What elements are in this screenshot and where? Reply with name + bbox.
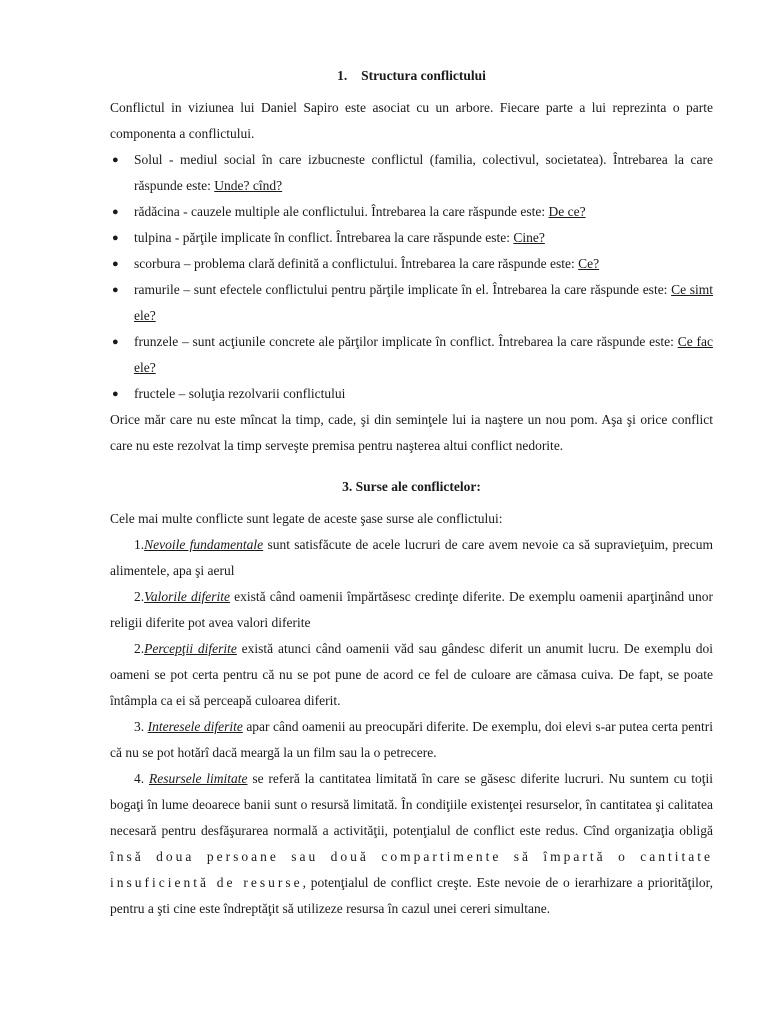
list-item: ● rădăcina - cauzele multiple ale conflictului. Întrebarea la care răspunde este: De ce? xyxy=(110,199,713,225)
list-item: ● fructele – soluţia rezolvarii conflictului xyxy=(110,381,713,407)
bullet-icon: ● xyxy=(112,388,119,400)
bullet-icon: ● xyxy=(112,336,119,348)
question-answer: Cine? xyxy=(513,230,545,245)
bullet-icon: ● xyxy=(112,154,119,166)
section-1-intro: Conflictul in viziunea lui Daniel Sapiro este asociat cu un arbore. Fiecare parte a lui reprezinta o parte componenta a conflictului. xyxy=(110,100,713,141)
question-answer: Ce? xyxy=(578,256,600,271)
section-3-heading: 3. Surse ale conflictelor: xyxy=(342,479,481,494)
source-term: Valorile diferite xyxy=(144,589,231,604)
source-term: Resursele limitate xyxy=(148,771,248,786)
section-1-number: 1. xyxy=(337,68,348,83)
list-item: ● tulpina - părţile implicate în conflict. Întrebarea la care răspunde este: Cine? xyxy=(110,225,713,251)
section-1-conclusion: Orice măr care nu este mîncat la timp, cade, şi din seminţele lui ia naştere un nou pom. Aşa şi orice conflict care nu este rezolvat la timp serveşte premisa pentru naşterea altui conflict nedorite. xyxy=(110,412,713,453)
bullet-icon: ● xyxy=(112,206,119,218)
section-3-intro: Cele mai multe conflicte sunt legate de aceste şase surse ale conflictului: xyxy=(110,511,503,526)
source-term: Percepţii diferite xyxy=(144,641,237,656)
list-item: ● frunzele – sunt acţiunile concrete ale părţilor implicate în conflict. Întrebarea la care răspunde este: Ce fac ele? xyxy=(110,329,713,381)
section-1-title: Structura conflictului xyxy=(361,68,486,83)
question-answer: Ce simt ele? xyxy=(134,282,713,323)
source-resources: 4. Resursele limitate se referă la cantitatea limitată în care se găsesc diferite lucruri. Nu suntem cu toţii bogaţi în lume deoarece banii sunt o resursă limitată. În condiţiile existenţei resurselor, în cantitatea şi calitatea necesară pentru desfăşurarea normală a activităţii, potenţialul de conflict este redus. Cînd organizaţia obligă însă doua persoane sau două compartimente să împartă o cantitate insuficientă de resurse, potenţialul de conflict creşte. Este nevoie de o ierarhizare a priorităţilor, pentru a şti cine este îndreptăţit să utilizeze resursa în cazul unei cereri simultane. xyxy=(110,771,714,916)
question-answer: Unde? cînd? xyxy=(214,178,283,193)
document-page xyxy=(110,66,713,922)
tree-parts-list xyxy=(110,147,713,407)
section-1-heading xyxy=(110,66,713,86)
bullet-icon: ● xyxy=(112,258,119,270)
bullet-icon: ● xyxy=(112,232,119,244)
source-values: 2.Valorile diferite există când oamenii împărtăsesc credinţe diferite. De exemplu oamenii aparţinând unor religii diferite pot avea valori diferite xyxy=(110,589,713,630)
question-answer: Ce fac ele? xyxy=(134,334,713,375)
source-term: Nevoile fundamentale xyxy=(144,537,264,552)
list-item: ● scorbura – problema clară definită a conflictului. Întrebarea la care răspunde este: Ce? xyxy=(110,251,713,277)
source-term: Interesele diferite xyxy=(147,719,243,734)
list-item: ● Solul - mediul social în care izbucneste conflictul (familia, colectivul, societatea). Întrebarea la care răspunde este: Unde? cînd? xyxy=(110,147,713,199)
list-item: ● ramurile – sunt efectele conflictului pentru părţile implicate în el. Întrebarea la care răspunde este: Ce simt ele? xyxy=(110,277,713,329)
source-perceptions: 2.Percepţii diferite există atunci când oamenii văd sau gândesc diferit un anumit lucru. De exemplu doi oameni se pot certa pentru că nu se pot pune de acord ce fel de culoare are cămasa cuiva. De fapt, se poate întâmpla ca ei să perceapă culoarea diferit. xyxy=(110,641,713,708)
source-interests: 3. Interesele diferite apar când oamenii au preocupări diferite. De exemplu, doi elevi s-ar putea certa pentri că nu se pot hotărî dacă meargă la un film sau la o petrecere. xyxy=(110,719,713,760)
source-needs: 1.Nevoile fundamentale sunt satisfăcute de acele lucruri de care avem nevoie ca să supravieţuim, precum alimentele, apa şi aerul xyxy=(110,537,713,578)
question-answer: De ce? xyxy=(548,204,586,219)
bullet-icon: ● xyxy=(112,284,119,296)
